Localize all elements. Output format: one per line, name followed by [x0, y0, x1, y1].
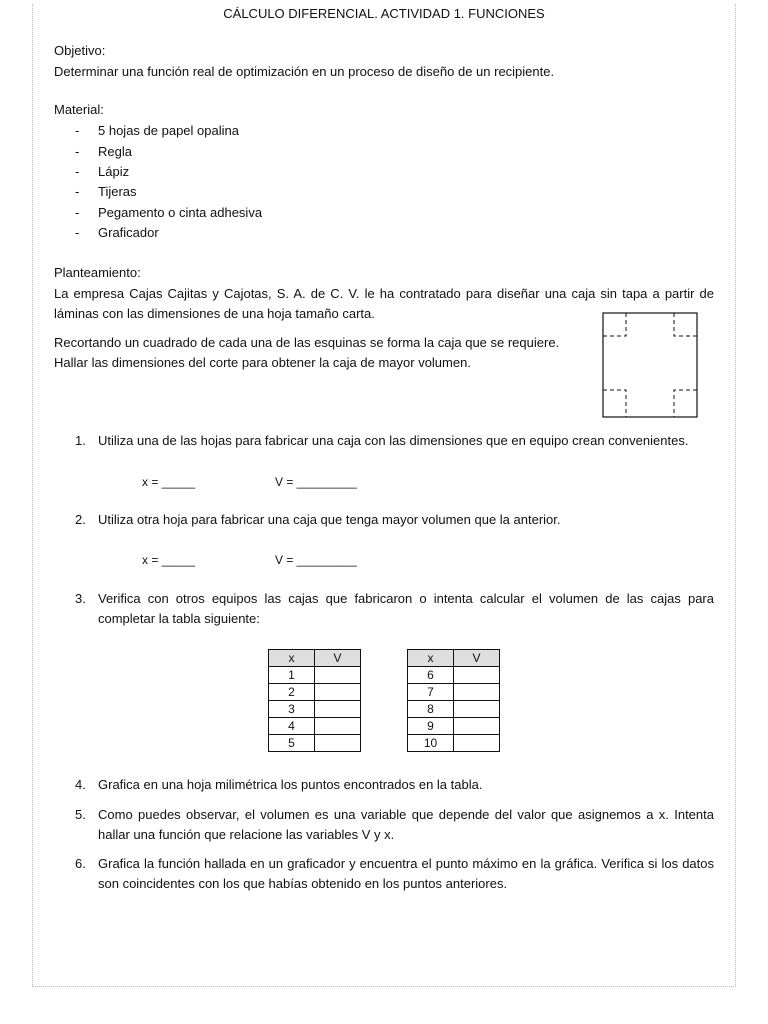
v-blank-1: V = _________ — [275, 475, 357, 489]
volume-table-right — [407, 649, 500, 752]
v-cell — [454, 667, 500, 684]
v-cell — [454, 701, 500, 718]
planteamiento-text-3: Hallar las dimensiones del corte para obtener la caja de mayor volumen. — [54, 355, 471, 370]
list-item: Tijeras — [98, 184, 137, 199]
list-item: 5 hojas de papel opalina — [98, 123, 239, 138]
list-item: Graficador — [98, 225, 159, 240]
table-header-x: x — [269, 650, 315, 667]
step-number: 1. — [75, 433, 86, 448]
list-dash: - — [75, 144, 80, 159]
x-blank-1: x = _____ — [142, 475, 196, 489]
step-number: 2. — [75, 512, 86, 527]
table-row: 6 — [408, 667, 500, 684]
table-row: 1 — [269, 667, 361, 684]
v-cell — [454, 735, 500, 752]
v-cell — [454, 684, 500, 701]
list-dash: - — [75, 123, 80, 138]
step-text: Utiliza otra hoja para fabricar una caja que tenga mayor volumen que la anterior. — [98, 512, 561, 527]
step-text: Verifica con otros equipos las cajas que fabricaron o intenta calcular el volumen de las cajas para completar la tabla siguiente: — [98, 591, 714, 626]
step-text: Grafica la función hallada en un graficador y encuentra el punto máximo en la gráfica. Verifica si los datos son coincidentes con los que habías obtenido en los puntos anteriores. — [98, 856, 714, 891]
step-number: 3. — [75, 591, 86, 606]
table-row: 8 — [408, 701, 500, 718]
sheet-outline — [603, 313, 697, 417]
table-row: 5 — [269, 735, 361, 752]
step-number: 6. — [75, 856, 86, 871]
list-dash: - — [75, 205, 80, 220]
planteamiento-text: La empresa Cajas Cajitas y Cajotas, S. A. de C. V. le ha contratado para diseñar una caja sin tapa a partir de láminas con las dimensiones de una hoja tamaño carta. — [54, 286, 714, 321]
list-item: Regla — [98, 144, 132, 159]
step-number: 5. — [75, 807, 86, 822]
v-cell — [315, 735, 361, 752]
planteamiento-text-2: Recortando un cuadrado de cada una de las esquinas se forma la caja que se requiere. — [54, 335, 560, 350]
list-dash: - — [75, 164, 80, 179]
list-item: Pegamento o cinta adhesiva — [98, 205, 263, 220]
v-cell — [315, 684, 361, 701]
step-text: Grafica en una hoja milimétrica los puntos encontrados en la tabla. — [98, 777, 483, 792]
list-dash: - — [75, 225, 80, 240]
table-header-v: V — [454, 650, 500, 667]
corner-cut-bottom-right — [674, 390, 697, 417]
corner-cut-top-right — [674, 313, 697, 336]
table-row: 7 — [408, 684, 500, 701]
table-row: 9 — [408, 718, 500, 735]
v-cell — [315, 701, 361, 718]
v-cell — [315, 667, 361, 684]
step-text: Utiliza una de las hojas para fabricar una caja con las dimensiones que en equipo crean convenientes. — [98, 433, 689, 448]
table-row: 4 — [269, 718, 361, 735]
material-heading: Material: — [54, 102, 104, 117]
table-header-x: x — [408, 650, 454, 667]
table-row: 3 — [269, 701, 361, 718]
volume-table-left — [268, 649, 361, 752]
v-cell — [315, 718, 361, 735]
list-item: Lápiz — [98, 164, 130, 179]
v-blank-2: V = _________ — [275, 553, 357, 567]
table-header-v: V — [315, 650, 361, 667]
corner-cut-top-left — [603, 313, 626, 336]
box-cut-diagram — [602, 312, 698, 418]
list-dash: - — [75, 184, 80, 199]
v-cell — [454, 718, 500, 735]
objetivo-heading: Objetivo: — [54, 43, 106, 58]
step-text: Como puedes observar, el volumen es una variable que depende del valor que asignemos a x. Intenta hallar una función que relacione las variables V y x. — [98, 807, 714, 842]
table-row: 10 — [408, 735, 500, 752]
corner-cut-bottom-left — [603, 390, 626, 417]
planteamiento-heading: Planteamiento: — [54, 265, 141, 280]
objetivo-text: Determinar una función real de optimización en un proceso de diseño de un recipiente. — [54, 64, 555, 79]
step-number: 4. — [75, 777, 86, 792]
table-row: 2 — [269, 684, 361, 701]
x-blank-2: x = _____ — [142, 553, 196, 567]
document-title: CÁLCULO DIFERENCIAL. ACTIVIDAD 1. FUNCIONES — [223, 6, 545, 21]
